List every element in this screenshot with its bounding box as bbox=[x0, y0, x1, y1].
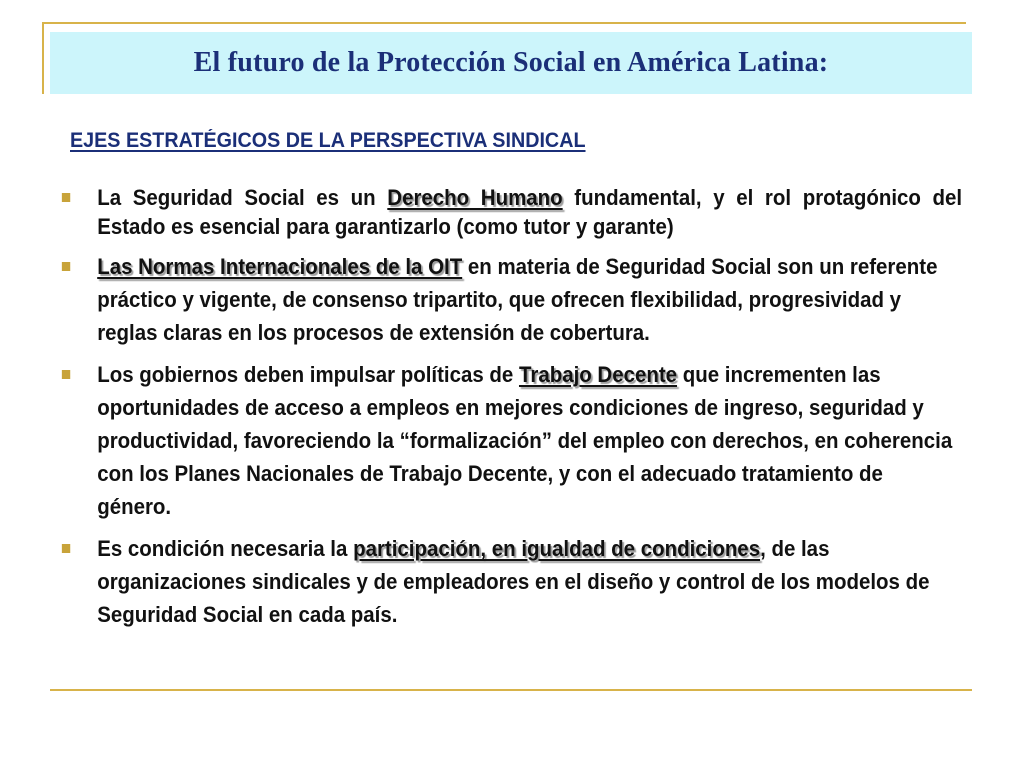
square-bullet-icon bbox=[62, 262, 70, 271]
bullet-text-before: Es condición necesaria la bbox=[97, 536, 354, 561]
square-bullet-icon bbox=[62, 544, 70, 553]
bullet-item-decent-work bbox=[60, 358, 962, 523]
bullet-text-after: en materia de Seguridad Social son un referente práctico y vigente, de consenso tripartito, que ofrecen flexibilidad, progresividad y reglas claras en los procesos de extensión de cobertura. bbox=[97, 254, 938, 345]
bullet-item-human-right bbox=[60, 183, 962, 241]
top-border-line bbox=[42, 22, 966, 24]
bottom-border-line bbox=[50, 689, 972, 691]
slide-title: El futuro de la Protección Social en América Latina: bbox=[193, 47, 829, 78]
bullet-text-after: fundamental, y el rol protagónico del Estado es esencial para garantizarlo (como tutor y garante) bbox=[97, 185, 963, 239]
left-border-line bbox=[42, 22, 44, 94]
square-bullet-icon bbox=[62, 370, 70, 379]
bullet-item-participation bbox=[60, 532, 962, 631]
bullet-item-oit-norms bbox=[60, 250, 962, 349]
bullet-list bbox=[60, 183, 966, 631]
bullet-highlight: Derecho Humano bbox=[387, 185, 563, 210]
title-banner bbox=[50, 32, 972, 94]
bullet-highlight: Trabajo Decente bbox=[518, 362, 678, 387]
square-bullet-icon bbox=[62, 193, 70, 202]
slide-subtitle: EJES ESTRATÉGICOS DE LA PERSPECTIVA SINDICAL bbox=[70, 129, 586, 152]
bullet-text-before: La Seguridad Social es un bbox=[97, 185, 388, 210]
bullet-text-after: que incrementen las oportunidades de acceso a empleos en mejores condiciones de ingreso, seguridad y productividad, favoreciendo la “formalización” del empleo con derechos, en coherencia con los Planes Nacionales de Trabajo Decente, y con el adecuado tratamiento de género. bbox=[97, 362, 953, 519]
bullet-text-before: Los gobiernos deben impulsar políticas de bbox=[97, 362, 519, 387]
bullet-highlight: Las Normas Internacionales de la OIT bbox=[97, 254, 463, 279]
bullet-highlight: participación, en igualdad de condiciones bbox=[353, 536, 761, 561]
bullet-text-after: , de las organizaciones sindicales y de empleadores en el diseño y control de los modelos de Seguridad Social en cada país. bbox=[97, 536, 930, 627]
